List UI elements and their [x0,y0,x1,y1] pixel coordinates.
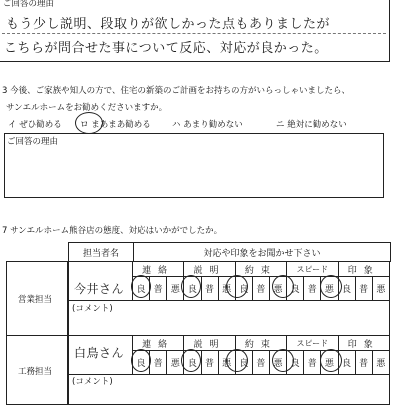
q7-row2-grade-fair: 普 [252,351,269,375]
q7-row2-cat-contact: 連絡 [133,336,184,351]
q7-row1-grid [132,261,390,301]
q7-row1-grade-bad: 悪 [372,277,389,301]
q7-row1-mark-contact [131,275,151,298]
q3-reason-label: ご回答の理由 [7,137,59,147]
q7-row2-grade-good: 良 [338,351,355,375]
q7-row1-grade-fair: 普 [201,277,218,301]
q7-row1-grade-fair: 普 [304,277,321,301]
q3-reason-box [4,133,384,198]
q7-row2-grid [132,335,390,375]
q7-header-prompt: 対応や印象をお聞かせ下さい [134,243,391,262]
q7-row1-grade-good: 良 [287,277,304,301]
q7-row1-cat-explain: 説明 [184,262,235,277]
q7-row1-mark-speed [272,275,294,298]
q7-row2-cat-impression: 印象 [338,336,390,351]
q7-row1-grade-bad: 悪 [218,277,235,301]
q7-role-construction: 工務担当 [18,367,53,377]
q7-row2-person: 白鳥さん [74,346,125,360]
q3-question-line2: サンエルホームをお勧めくださいますか。 [6,103,168,113]
q7-row2-comment-cell [68,374,390,405]
q2-handwritten-line2: こちらが問合せた事について反応、対応が良かった。 [4,41,328,56]
q7-row2-mark-impression [320,349,342,372]
q7-question: 7 サンエルホーム熊谷店の態度、対応はいかがでしたか。 [2,226,223,236]
q7-row2-grade-good: 良 [235,351,252,375]
q7-row2-grade-bad: 悪 [218,351,235,375]
q3-option-2: ロ まあまあ勧める [80,120,151,130]
q7-row2-cat-promise: 約束 [235,336,286,351]
q7-row2-mark-explain [181,349,201,372]
q7-row2-grade-good: 良 [184,351,201,375]
q7-row2-grade-bad: 悪 [270,351,287,375]
q3-selected-circle [75,112,103,134]
q7-row1-grade-fair: 普 [150,277,167,301]
q7-row1-grade-good: 良 [133,277,150,301]
q3-option-3: ハ あまり勧めない [172,120,243,130]
q7-row1-grade-bad: 悪 [270,277,287,301]
q7-row1-grade-fair: 普 [252,277,269,301]
q7-row1-comment-cell [68,300,390,336]
q7-row1-grade-fair: 普 [355,277,372,301]
q7-row2-cat-speed: スピード [287,336,338,351]
q2-ruled-line [2,33,386,34]
q7-row2-mark-speed [272,349,294,372]
q7-row1-mark-promise [226,275,248,298]
q7-header-person: 担当者名 [69,243,134,262]
q7-row2-grade-bad: 悪 [167,351,184,375]
q7-role-sales: 営業担当 [18,295,53,305]
q7-row2-grade-good: 良 [133,351,150,375]
q7-row2-mark-promise [226,349,248,372]
q3-option-1: イ ぜひ勧める [8,120,62,130]
q7-row2-grade-fair: 普 [150,351,167,375]
q7-row2-grade-bad: 悪 [372,351,389,375]
q7-row1-grade-good: 良 [338,277,355,301]
q7-row2-grade-bad: 悪 [321,351,338,375]
q7-row1-cat-speed: スピード [287,262,338,277]
q7-row1-cat-contact: 連絡 [133,262,184,277]
q7-row2-comment-label: (コメント) [72,377,113,387]
q7-row2-cat-explain: 説明 [184,336,235,351]
q7-row1-grade-bad: 悪 [321,277,338,301]
q7-row2-grade-fair: 普 [201,351,218,375]
q7-row1-cat-impression: 印象 [338,262,390,277]
q7-row1-person: 今井さん [74,282,125,296]
q2-reason-label: ご回答の理由 [3,0,55,9]
q7-row2-grade-fair: 普 [304,351,321,375]
q7-row1-mark-explain [181,275,201,298]
q7-header-table [68,242,391,262]
q3-option-4: ニ 絶対に勧めない [276,120,347,130]
q7-row2-mark-contact [131,349,151,372]
q7-row1-grade-bad: 悪 [167,277,184,301]
q7-row2-grade-fair: 普 [355,351,372,375]
q7-row1-mark-impression [320,275,342,298]
q7-row1-grade-good: 良 [184,277,201,301]
q7-row1-grade-good: 良 [235,277,252,301]
q3-question-line1: 3 今後、ご家族や知人の方で、住宅の新築のご計画をお持ちの方がいらっしゃいましたら、 [2,86,350,96]
q7-row1-comment-label: (コメント) [72,304,113,314]
q7-row1-cat-promise: 約束 [235,262,286,277]
q2-handwritten-line1: もう少し説明、段取りが欲しかった点もありましたが [6,17,331,32]
q7-row2-grade-good: 良 [287,351,304,375]
